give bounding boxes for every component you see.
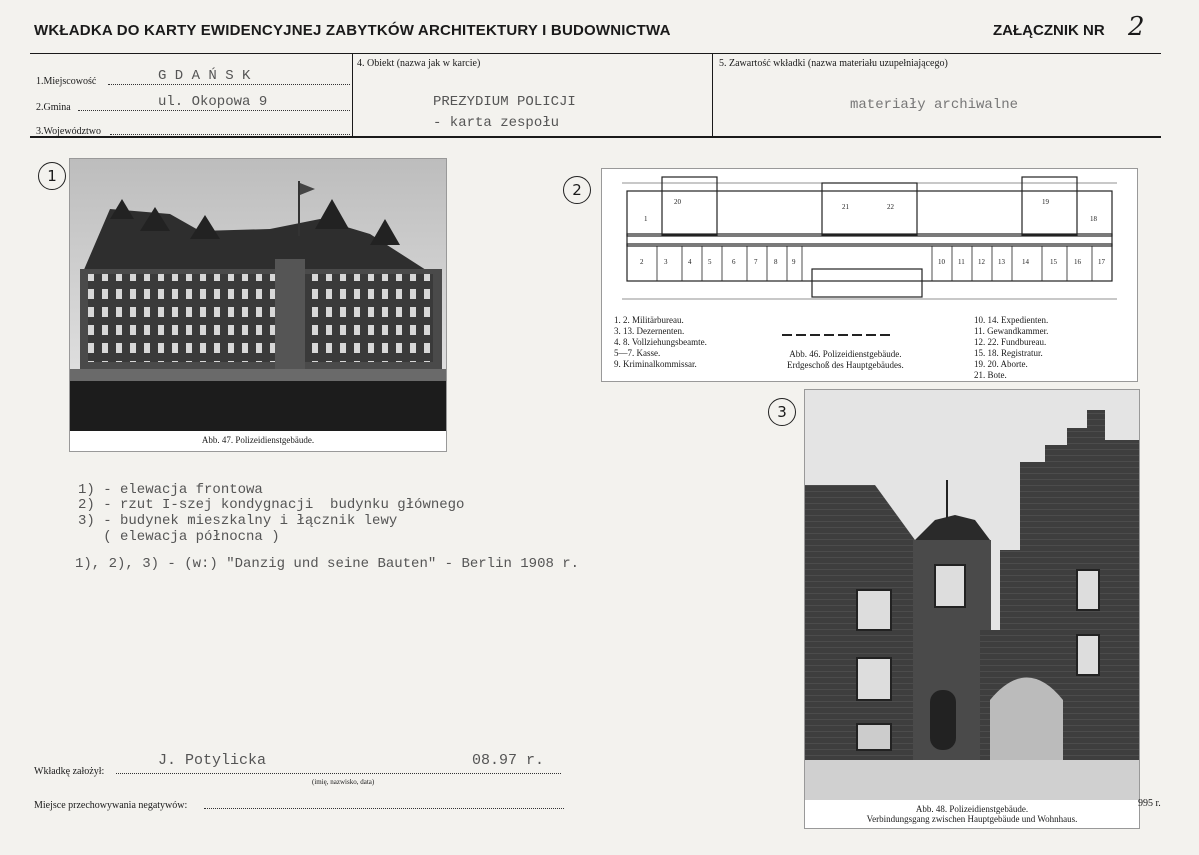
svg-text:20: 20	[674, 198, 681, 206]
legend-item: 19. 20. Aborte.	[974, 359, 1028, 369]
notes-line-5: 1), 2), 3) - (w:) "Danzig und seine Bauten" - Berlin 1908 r.	[75, 556, 580, 572]
header-divider-2	[712, 53, 713, 137]
svg-text:22: 22	[887, 203, 894, 211]
legend-item: 5—7. Kasse.	[614, 348, 661, 358]
commune-line	[78, 110, 350, 111]
header-rule-bottom	[30, 136, 1161, 138]
svg-text:11: 11	[958, 258, 965, 266]
legend-item: 1. 2. Militärbureau.	[614, 315, 684, 325]
locality-value: G D A Ń S K	[158, 68, 251, 84]
floorplan-legend-left	[614, 315, 707, 370]
negatives-line	[204, 808, 564, 809]
building-facade-image	[70, 159, 446, 431]
svg-text:7: 7	[754, 258, 758, 266]
notes-line-2: 2) - rzut I-szej kondygnacji budynku głównego	[78, 497, 465, 513]
figure-1-caption: Abb. 47. Polizeidienstgebäude.	[201, 435, 315, 445]
svg-text:14: 14	[1022, 258, 1029, 266]
svg-text:15: 15	[1050, 258, 1057, 266]
figure-3-number: 3	[768, 398, 796, 426]
figure-3-caption-1: Abb. 48. Polizeidienstgebäude.	[915, 804, 1029, 814]
contents-value: materiały archiwalne	[850, 97, 1019, 113]
object-value-1: PREZYDIUM POLICJI	[433, 94, 576, 110]
object-label: 4. Obiekt (nazwa jak w karcie)	[357, 58, 481, 69]
legend-item: 12. 22. Fundbureau.	[974, 337, 1047, 347]
form-title: WKŁADKA DO KARTY EWIDENCYJNEJ ZABYTKÓW ARCHITEKTURY I BUDOWNICTWA	[34, 22, 671, 39]
locality-label: 1.Miejscowość	[36, 76, 97, 87]
floorplan-caption-1: Abb. 46. Polizeidienstgebäude.	[789, 349, 902, 359]
figure-3-caption-2: Verbindungsgang zwischen Hauptgebäude und Wohnhaus.	[866, 814, 1078, 824]
attachment-number: 2	[1128, 12, 1145, 42]
figure-1-photo	[69, 158, 447, 452]
figure-3-photo	[804, 389, 1140, 829]
svg-text:6: 6	[732, 258, 736, 266]
svg-text:10: 10	[938, 258, 945, 266]
contents-label: 5. Zawartość wkładki (nazwa materiału uzupełniającego)	[719, 58, 948, 69]
date-value: 08.97 r.	[472, 752, 545, 769]
svg-text:13: 13	[998, 258, 1005, 266]
svg-text:2: 2	[640, 258, 644, 266]
svg-text:16: 16	[1074, 258, 1081, 266]
figure-2-floorplan	[601, 168, 1138, 382]
svg-text:1: 1	[644, 215, 648, 223]
floorplan-caption-2: Erdgeschoß des Hauptgebäudes.	[787, 360, 904, 370]
figure-1-number: 1	[38, 162, 66, 190]
svg-text:12: 12	[978, 258, 985, 266]
commune-label: 2.Gmina	[36, 102, 71, 113]
legend-item: 11. Gewandkammer.	[974, 326, 1049, 336]
header-divider-1	[352, 53, 353, 137]
svg-text:17: 17	[1098, 258, 1105, 266]
svg-text:19: 19	[1042, 198, 1049, 206]
author-label: Wkładkę założył:	[34, 766, 105, 777]
legend-item: 21. Bote.	[974, 370, 1007, 380]
object-value-2: - karta zespołu	[433, 115, 560, 131]
floorplan-legend-right	[974, 315, 1048, 381]
author-hint: (imię, nazwisko, data)	[312, 778, 375, 786]
negatives-label: Miejsce przechowywania negatywów:	[34, 800, 188, 811]
locality-line	[108, 84, 350, 85]
notes-line-4: ( elewacja północna )	[78, 529, 280, 545]
svg-text:5: 5	[708, 258, 712, 266]
voivodeship-line	[110, 134, 350, 135]
legend-item: 9. Kriminalkommissar.	[614, 359, 697, 369]
svg-text:3: 3	[664, 258, 668, 266]
page-number: 995 r.	[1138, 798, 1161, 809]
legend-item: 15. 18. Registratur.	[974, 348, 1043, 358]
commune-value: ul. Okopowa 9	[158, 94, 268, 110]
author-value: J. Potylicka	[158, 752, 267, 769]
notes-line-1: 1) - elewacja frontowa	[78, 482, 263, 498]
scale-bar-image	[782, 331, 892, 339]
svg-text:4: 4	[688, 258, 692, 266]
figure-2-number: 2	[563, 176, 591, 204]
floor-plan-drawing	[602, 169, 1137, 309]
svg-text:8: 8	[774, 258, 778, 266]
legend-item: 10. 14. Expedienten.	[974, 315, 1049, 325]
notes-line-3: 3) - budynek mieszkalny i łącznik lewy	[78, 513, 398, 529]
svg-text:21: 21	[842, 203, 849, 211]
floorplan-caption	[787, 349, 904, 371]
author-line	[116, 773, 561, 774]
attachment-label: ZAŁĄCZNIK NR	[993, 22, 1105, 39]
svg-text:18: 18	[1090, 215, 1097, 223]
header-rule-top	[30, 53, 1161, 54]
legend-item: 4. 8. Vollziehungsbeamte.	[614, 337, 707, 347]
connecting-passage-image	[805, 390, 1139, 800]
svg-text:9: 9	[792, 258, 796, 266]
voivodeship-label: 3.Województwo	[36, 126, 102, 137]
legend-item: 3. 13. Dezernenten.	[614, 326, 685, 336]
